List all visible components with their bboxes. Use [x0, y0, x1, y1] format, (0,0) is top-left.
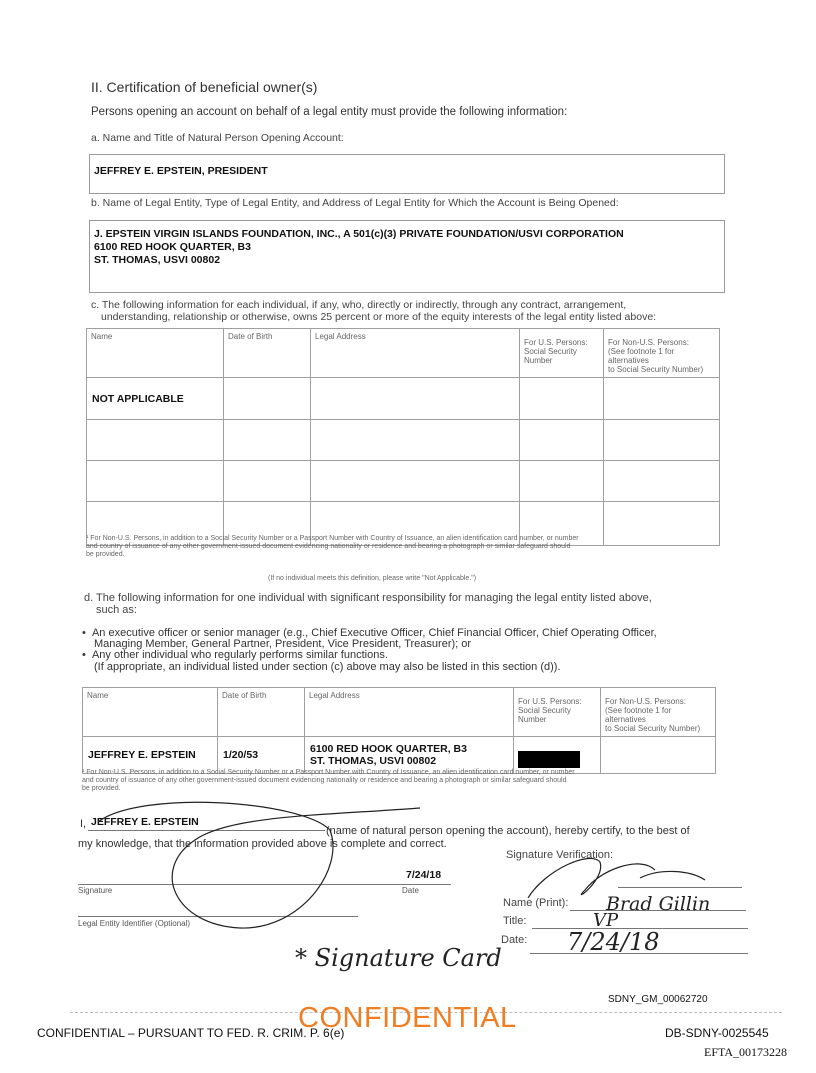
c-header-address: Legal Address: [315, 332, 366, 341]
part-c-question-2: understanding, relationship or otherwise, owns 25 percent or more of the equity interests of the legal entity listed above:: [101, 311, 657, 323]
d-header-nonus-2: (See footnote 1 for alternatives: [605, 706, 672, 724]
d-header-dob: Date of Birth: [222, 691, 267, 700]
footer-bates-2: EFTA_00173228: [704, 1045, 788, 1059]
hand-title: VP: [593, 910, 619, 931]
bullet-text: Any other individual who regularly performs similar functions.: [91, 649, 388, 661]
c-header-us-2: Social Security: [524, 347, 577, 356]
footnote-line: ¹ For Non-U.S. Persons, in addition to a Social Security Number or a Passport Number with Country of Issuance, an alien identification card number, or number: [82, 769, 575, 776]
part-b-question: b. Name of Legal Entity, Type of Legal Entity, and Address of Legal Entity for Which the Account is Being Opened:: [91, 197, 619, 209]
c-header-nonus-1: For Non-U.S. Persons:: [608, 338, 689, 347]
c-header-us-3: Number: [524, 356, 553, 365]
d-row-name: JEFFREY E. EPSTEIN: [83, 737, 218, 774]
hand-date: 7/24/18: [567, 928, 660, 956]
d-header-us-3: Number: [518, 715, 547, 724]
footnote-line: be provided.: [82, 785, 121, 792]
c-header-dob: Date of Birth: [228, 332, 273, 341]
lei-label: Legal Entity Identifier (Optional): [78, 919, 191, 928]
d-header-name: Name: [87, 691, 109, 700]
part-d-note: (If appropriate, an individual listed under section (c) above may also be listed in this section (d)).: [94, 661, 561, 673]
part-c-note: (If no individual meets this definition, please write "Not Applicable."): [268, 575, 477, 582]
d-header-us-2: Social Security: [518, 706, 571, 715]
address-line: 6100 RED HOOK QUARTER, B3: [310, 743, 467, 755]
part-b-line3: ST. THOMAS, USVI 00802: [94, 254, 221, 266]
d-header-nonus-3: to Social Security Number): [605, 724, 701, 733]
bullet-icon: •: [82, 649, 92, 661]
d-row-dob: 1/20/53: [218, 737, 305, 774]
bullet-icon: •: [82, 627, 92, 639]
c-header-us-1: For U.S. Persons:: [524, 338, 588, 347]
hand-signature-card-note: * Signature Card: [295, 944, 502, 972]
name-print-label: Name (Print):: [503, 897, 569, 909]
intro-text: Persons opening an account on behalf of a legal entity must provide the following information:: [91, 106, 568, 118]
footer-bates-1: DB-SDNY-0025545: [665, 1026, 769, 1040]
cert-prefix: I,: [80, 818, 87, 830]
part-c-question-1: c. The following information for each individual, if any, who, directly or indirectly, through any contract, arrangement,: [91, 299, 627, 311]
part-a-question: a. Name and Title of Natural Person Opening Account:: [91, 132, 344, 144]
d-header-nonus-1: For Non-U.S. Persons:: [605, 697, 686, 706]
bullet-text: An executive officer or senior manager (e.g., Chief Executive Officer, Chief Financial Officer, Chief Operating Officer,: [91, 627, 657, 639]
c-row1-name: NOT APPLICABLE: [87, 378, 224, 420]
cert-text-1: (name of natural person opening the account), hereby certify, to the best of: [326, 825, 690, 837]
date-label: Date: [402, 886, 419, 895]
cert-name: JEFFREY E. EPSTEIN: [91, 816, 199, 828]
footnote-line: ¹ For Non-U.S. Persons, in addition to a Social Security Number or a Passport Number with Country of Issuance, an alien identification card number, or number: [86, 535, 579, 542]
sig-verification-label: Signature Verification:: [506, 849, 614, 861]
footnote-line: and country of issuance of any other government-issued document evidencing nationality or residence and bearing a photograph or similar safeguard should: [82, 777, 567, 784]
footer-doc-id: SDNY_GM_00062720: [608, 994, 708, 1005]
part-b-line1: J. EPSTEIN VIRGIN ISLANDS FOUNDATION, INC., A 501(c)(3) PRIVATE FOUNDATION/USVI CORPORATION: [94, 228, 624, 240]
hand-name-print: Brad Gillin: [606, 893, 711, 915]
part-a-answer: JEFFREY E. EPSTEIN, PRESIDENT: [94, 165, 268, 177]
footnote-line: be provided.: [86, 551, 125, 558]
part-b-line2: 6100 RED HOOK QUARTER, B3: [94, 241, 251, 253]
footnote-line: and country of issuance of any other government-issued document evidencing nationality or residence and bearing a photograph or similar safeguard should: [86, 543, 571, 550]
confidential-stamp: CONFIDENTIAL: [298, 1002, 517, 1034]
d-header-address: Legal Address: [309, 691, 360, 700]
c-header-nonus-3: to Social Security Number): [608, 365, 704, 374]
cert-text-2: my knowledge, that the information provided above is complete and correct.: [78, 838, 447, 850]
title-label: Title:: [503, 915, 527, 927]
date2-label: Date:: [501, 934, 528, 946]
part-d-question-2: such as:: [96, 604, 137, 616]
footer-confidential: CONFIDENTIAL – PURSUANT TO FED. R. CRIM. P. 6(e): [37, 1026, 345, 1040]
d-header-us-1: For U.S. Persons:: [518, 697, 582, 706]
address-line: ST. THOMAS, USVI 00802: [310, 755, 437, 767]
c-header-name: Name: [91, 332, 113, 341]
signature-loop: [98, 802, 420, 928]
signature-label: Signature: [78, 886, 113, 895]
part-d-question-1: d. The following information for one individual with significant responsibility for managing the legal entity listed above,: [84, 592, 652, 604]
c-header-nonus-2: (See footnote 1 for alternatives: [608, 347, 675, 365]
cert-date-value: 7/24/18: [406, 869, 442, 881]
section-title: II. Certification of beneficial owner(s): [91, 79, 318, 95]
part-d-bullet-1-cont: Managing Member, General Partner, President, Vice President, Treasurer); or: [94, 638, 472, 650]
